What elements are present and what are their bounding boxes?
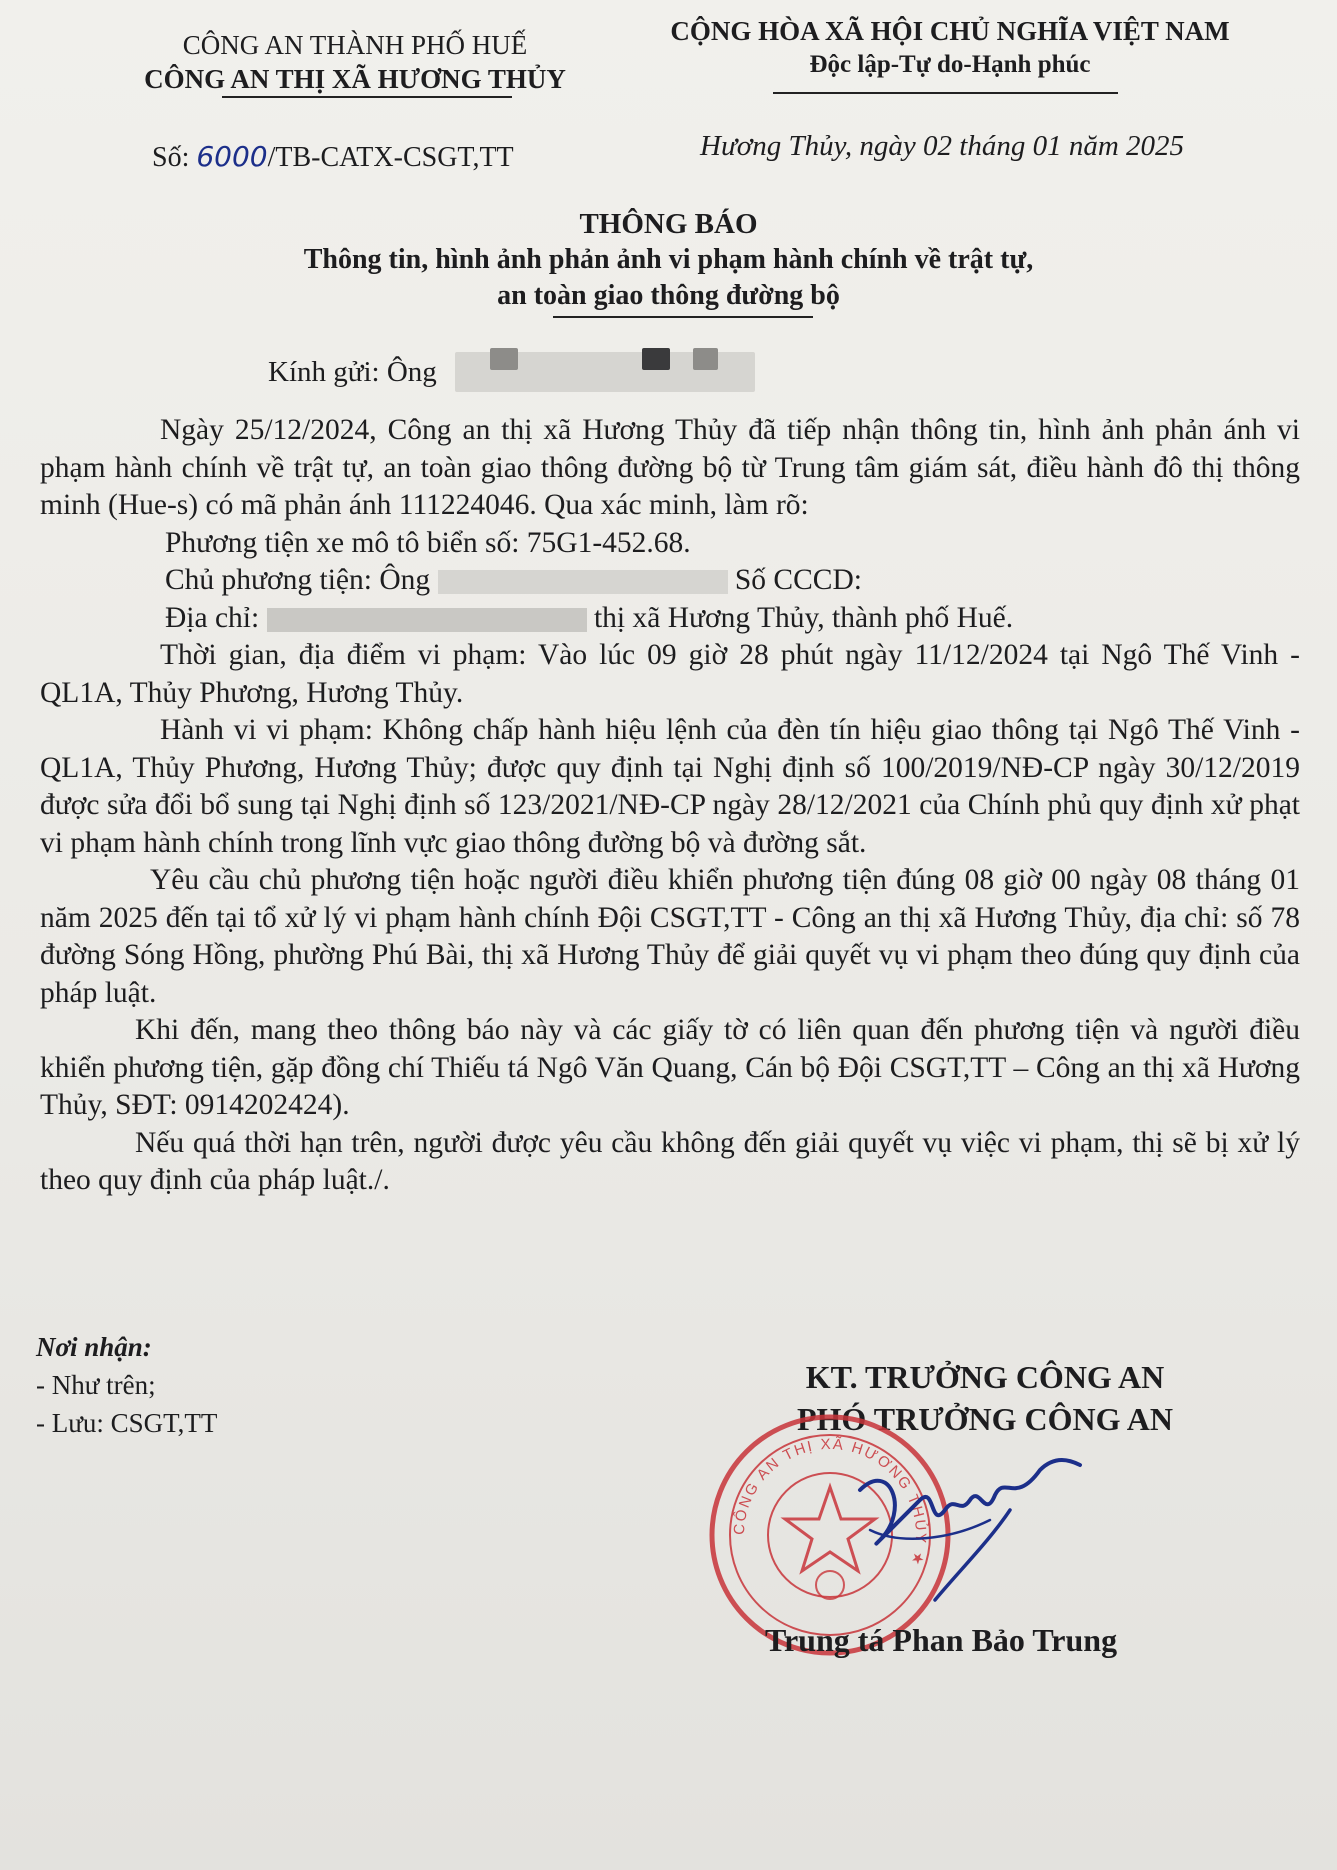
- address-line: [40, 600, 1300, 638]
- recipient-line: [268, 356, 437, 389]
- place-and-date: Hương Thủy, ngày 02 tháng 01 năm 2025: [700, 130, 1185, 162]
- cccd-label: Số CCCD:: [734, 564, 862, 596]
- recipient-item: - Lưu: CSGT,TT: [36, 1408, 218, 1438]
- agency-name: CÔNG AN THỊ XÃ HƯƠNG THỦY: [144, 64, 566, 94]
- svg-text:CÔNG AN THỊ XÃ HƯƠNG THỦY ★: CÔNG AN THỊ XÃ HƯƠNG THỦY ★: [730, 1435, 930, 1569]
- paragraph-intro: Ngày 25/12/2024, Công an thị xã Hương Thủy đã tiếp nhận thông tin, hình ảnh phản ánh vi phạm hành chính về trật tự, an toàn giao thông đường bộ từ Trung tâm giám sát, điều hành đô thị thông minh (Hue-s) có mã phản ánh 111224046. Qua xác minh, làm rõ:: [40, 414, 1300, 521]
- redacted-owner-name: [438, 570, 728, 594]
- address-label: Địa chỉ:: [165, 601, 260, 634]
- document-number: [152, 140, 514, 174]
- agency-underline: [222, 96, 512, 98]
- address-tail: thị xã Hương Thủy, thành phố Huế.: [593, 601, 1014, 634]
- national-motto: Độc lập-Tự do-Hạnh phúc: [809, 51, 1091, 78]
- document-body: [40, 412, 1300, 1200]
- doc-no-prefix: Số:: [152, 142, 197, 173]
- violation-paragraph: Hành vi vi phạm: Không chấp hành hiệu lệnh của đèn tín hiệu giao thông tại Ngô Thế Vinh - QL1A, Thủy Phương, Hương Thủy; được quy định tại Nghị định số 100/2019/NĐ-CP ngày 30/12/2019 được sửa đổi bổ sung tại Nghị định số 123/2021/NĐ-CP ngày 28/12/2021 của Chính phủ quy định xử phạt vi phạm hành chính trong lĩnh vực giao thông đường bộ và đường sắt.: [40, 714, 1300, 859]
- document-title: THÔNG BÁO: [579, 208, 758, 240]
- time-place-paragraph: Thời gian, địa điểm vi phạm: Vào lúc 09 giờ 28 phút ngày 11/12/2024 tại Ngô Thế Vinh - QL1A, Thủy Phương, Hương Thủy.: [40, 639, 1300, 709]
- doc-no-suffix: /TB-CATX-CSGT,TT: [267, 142, 514, 173]
- owner-label: Chủ phương tiện: Ông: [165, 564, 431, 596]
- recipients-title: Nơi nhận:: [36, 1332, 152, 1362]
- signer-title-2: PHÓ TRƯỞNG CÔNG AN: [796, 1401, 1173, 1437]
- recipients-block: [36, 1328, 217, 1442]
- vehicle-plate-line: Phương tiện xe mô tô biển số: 75G1-452.68.: [165, 526, 691, 559]
- redaction-block: [490, 348, 518, 370]
- handwritten-signature: [840, 1450, 1100, 1610]
- signer-title-1: KT. TRƯỞNG CÔNG AN: [805, 1359, 1165, 1395]
- redaction-block: [642, 348, 670, 370]
- recipient-item: - Như trên;: [36, 1370, 156, 1400]
- doc-no-handwritten: 6000: [196, 140, 268, 173]
- country-name: CỘNG HÒA XÃ HỘI CHỦ NGHĨA VIỆT NAM: [670, 16, 1230, 46]
- bring-documents-paragraph: Khi đến, mang theo thông báo này và các giấy tờ có liên quan đến phương tiện và người điều khiển phương tiện, gặp đồng chí Thiếu tá Ngô Văn Quang, Cán bộ Đội CSGT,TT – Công an thị xã Hương Thủy, SĐT: 0914202424).: [40, 1014, 1300, 1121]
- recipient-label: Kính gửi: Ông: [268, 356, 437, 388]
- redacted-address: [267, 608, 587, 632]
- agency-parent: CÔNG AN THÀNH PHỐ HUẾ: [182, 30, 528, 60]
- request-paragraph: Yêu cầu chủ phương tiện hoặc người điều khiển phương tiện đúng 08 giờ 00 ngày 08 tháng 01 năm 2025 đến tại tổ xử lý vi phạm hành chính Đội CSGT,TT - Công an thị xã Hương Thủy, địa chỉ: số 78 đường Sóng Hồng, phường Phú Bài, thị xã Hương Thủy để giải quyết vụ vi phạm theo đúng quy định của pháp luật.: [40, 864, 1300, 1009]
- signer-name: Trung tá Phan Bảo Trung: [765, 1622, 1118, 1658]
- redaction-block: [693, 348, 718, 370]
- document-subtitle-2: an toàn giao thông đường bộ: [497, 280, 840, 311]
- deadline-paragraph: Nếu quá thời hạn trên, người được yêu cầu không đến giải quyết vụ việc vi phạm, thị sẽ bị xử lý theo quy định của pháp luật./.: [40, 1126, 1300, 1196]
- agency-header: [105, 28, 605, 96]
- motto-underline: [773, 92, 1118, 94]
- national-header: [640, 14, 1260, 82]
- owner-line: [40, 562, 1300, 600]
- title-underline: [553, 316, 813, 318]
- document-subtitle-1: Thông tin, hình ảnh phản ảnh vi phạm hành chính về trật tự,: [303, 244, 1034, 275]
